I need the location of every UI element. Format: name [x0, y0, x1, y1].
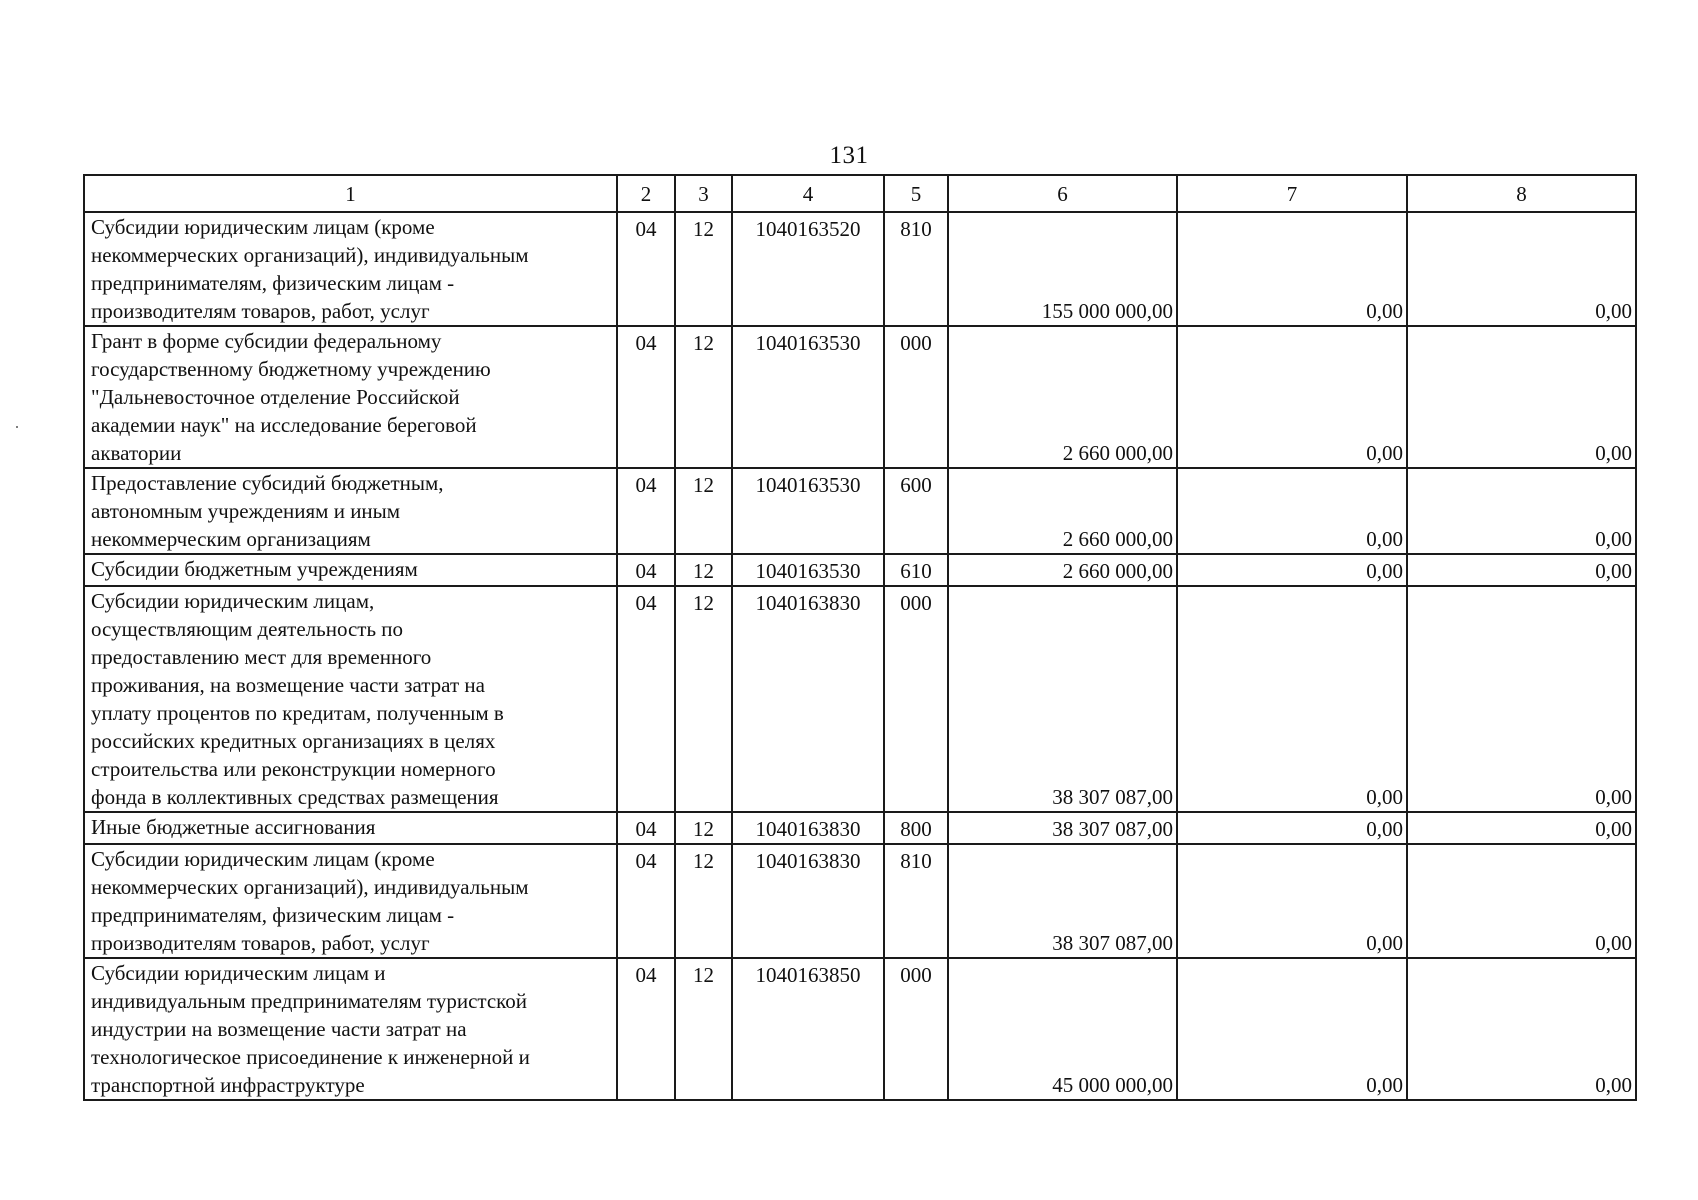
amount-cell-c8: 0,00 — [1407, 958, 1636, 1100]
amount-cell-c8: 0,00 — [1407, 812, 1636, 844]
header-cell: 8 — [1407, 175, 1636, 212]
code-cell-c5: 000 — [884, 958, 948, 1100]
amount-cell-c6: 38 307 087,00 — [948, 844, 1177, 958]
row-name-line: проживания, на возмещение части затрат на — [91, 673, 485, 697]
row-name-line: акватории — [91, 441, 182, 465]
row-name-line: уплату процентов по кредитам, полученным в — [91, 701, 504, 725]
row-name-cell — [84, 586, 617, 812]
row-name-line: некоммерческих организаций), индивидуальным — [91, 243, 529, 267]
row-name-line: некоммерческих организаций), индивидуальным — [91, 875, 529, 899]
table-body — [84, 212, 1636, 1100]
row-name-cell — [84, 812, 617, 844]
row-name-line: некоммерческим организациям — [91, 527, 371, 551]
code-cell-c4: 1040163530 — [732, 326, 884, 468]
amount-cell-c6: 38 307 087,00 — [948, 812, 1177, 844]
amount-cell-c7: 0,00 — [1177, 554, 1407, 586]
row-name-cell — [84, 844, 617, 958]
row-name-cell — [84, 554, 617, 586]
row-name-line: Иные бюджетные ассигнования — [91, 815, 376, 839]
header-cell: 6 — [948, 175, 1177, 212]
amount-cell-c7: 0,00 — [1177, 586, 1407, 812]
row-name-line: индивидуальным предпринимателям туристской — [91, 989, 528, 1013]
row-name-line: осуществляющим деятельность по — [91, 617, 404, 641]
row-name-line: производителям товаров, работ, услуг — [91, 299, 430, 323]
code-cell-c4: 1040163530 — [732, 468, 884, 554]
code-cell-c3: 12 — [675, 812, 732, 844]
table-row — [84, 586, 1636, 812]
table-row — [84, 212, 1636, 326]
amount-cell-c6: 2 660 000,00 — [948, 554, 1177, 586]
row-name-line: строительства или реконструкции номерного — [91, 757, 496, 781]
amount-cell-c8: 0,00 — [1407, 586, 1636, 812]
code-cell-c4: 1040163830 — [732, 586, 884, 812]
code-cell-c2: 04 — [617, 326, 675, 468]
amount-cell-c8: 0,00 — [1407, 468, 1636, 554]
header-cell: 1 — [84, 175, 617, 212]
row-name-line: предпринимателям, физическим лицам - — [91, 903, 455, 927]
header-cell: 2 — [617, 175, 675, 212]
code-cell-c5: 600 — [884, 468, 948, 554]
row-name-line: российских кредитных организациях в целях — [91, 729, 496, 753]
table-row — [84, 468, 1636, 554]
row-name-line: Грант в форме субсидии федеральному — [91, 329, 442, 353]
row-name-line: Субсидии юридическим лицам, — [91, 589, 375, 613]
row-name-line: "Дальневосточное отделение Российской — [91, 385, 460, 409]
header-cell: 3 — [675, 175, 732, 212]
row-name-line: технологическое присоединение к инженерной и — [91, 1045, 530, 1069]
amount-cell-c6: 2 660 000,00 — [948, 468, 1177, 554]
row-name-line: Субсидии бюджетным учреждениям — [91, 557, 418, 581]
amount-cell-c7: 0,00 — [1177, 844, 1407, 958]
amount-cell-c7: 0,00 — [1177, 958, 1407, 1100]
budget-table — [83, 174, 1637, 1101]
amount-cell-c6: 155 000 000,00 — [948, 212, 1177, 326]
table-row — [84, 958, 1636, 1100]
page-number: 131 — [829, 142, 869, 169]
row-name-line: предпринимателям, физическим лицам - — [91, 271, 455, 295]
code-cell-c3: 12 — [675, 554, 732, 586]
code-cell-c3: 12 — [675, 958, 732, 1100]
amount-cell-c8: 0,00 — [1407, 212, 1636, 326]
row-name-line: автономным учреждениям и иным — [91, 499, 401, 523]
code-cell-c5: 000 — [884, 586, 948, 812]
row-name-line: предоставлению мест для временного — [91, 645, 432, 669]
code-cell-c5: 610 — [884, 554, 948, 586]
table-row — [84, 326, 1636, 468]
code-cell-c5: 810 — [884, 844, 948, 958]
amount-cell-c8: 0,00 — [1407, 554, 1636, 586]
row-name-line: индустрии на возмещение части затрат на — [91, 1017, 467, 1041]
header-row — [84, 175, 1636, 212]
code-cell-c2: 04 — [617, 468, 675, 554]
code-cell-c5: 000 — [884, 326, 948, 468]
code-cell-c3: 12 — [675, 326, 732, 468]
code-cell-c4: 1040163530 — [732, 554, 884, 586]
table-row — [84, 812, 1636, 844]
amount-cell-c7: 0,00 — [1177, 468, 1407, 554]
amount-cell-c7: 0,00 — [1177, 326, 1407, 468]
row-name-line: фонда в коллективных средствах размещения — [91, 785, 499, 809]
code-cell-c2: 04 — [617, 586, 675, 812]
code-cell-c2: 04 — [617, 554, 675, 586]
row-name-line: Субсидии юридическим лицам (кроме — [91, 215, 435, 239]
code-cell-c3: 12 — [675, 586, 732, 812]
row-name-line: государственному бюджетному учреждению — [91, 357, 491, 381]
amount-cell-c7: 0,00 — [1177, 212, 1407, 326]
code-cell-c2: 04 — [617, 212, 675, 326]
amount-cell-c6: 38 307 087,00 — [948, 586, 1177, 812]
code-cell-c2: 04 — [617, 812, 675, 844]
amount-cell-c6: 2 660 000,00 — [948, 326, 1177, 468]
amount-cell-c8: 0,00 — [1407, 844, 1636, 958]
code-cell-c2: 04 — [617, 844, 675, 958]
row-name-cell — [84, 212, 617, 326]
code-cell-c3: 12 — [675, 844, 732, 958]
row-name-line: транспортной инфраструктуре — [91, 1073, 365, 1097]
header-cell: 5 — [884, 175, 948, 212]
scan-speck — [16, 426, 18, 428]
table-row — [84, 554, 1636, 586]
row-name-cell — [84, 958, 617, 1100]
code-cell-c4: 1040163830 — [732, 812, 884, 844]
amount-cell-c8: 0,00 — [1407, 326, 1636, 468]
table-row — [84, 844, 1636, 958]
header-cell: 4 — [732, 175, 884, 212]
code-cell-c3: 12 — [675, 212, 732, 326]
row-name-cell — [84, 468, 617, 554]
code-cell-c2: 04 — [617, 958, 675, 1100]
code-cell-c4: 1040163520 — [732, 212, 884, 326]
amount-cell-c6: 45 000 000,00 — [948, 958, 1177, 1100]
amount-cell-c7: 0,00 — [1177, 812, 1407, 844]
code-cell-c3: 12 — [675, 468, 732, 554]
row-name-line: производителям товаров, работ, услуг — [91, 931, 430, 955]
row-name-cell — [84, 326, 617, 468]
code-cell-c4: 1040163850 — [732, 958, 884, 1100]
row-name-line: Субсидии юридическим лицам (кроме — [91, 847, 435, 871]
code-cell-c5: 800 — [884, 812, 948, 844]
row-name-line: академии наук" на исследование береговой — [91, 413, 477, 437]
code-cell-c5: 810 — [884, 212, 948, 326]
row-name-line: Предоставление субсидий бюджетным, — [91, 471, 444, 495]
header-cell: 7 — [1177, 175, 1407, 212]
row-name-line: Субсидии юридическим лицам и — [91, 961, 386, 985]
code-cell-c4: 1040163830 — [732, 844, 884, 958]
